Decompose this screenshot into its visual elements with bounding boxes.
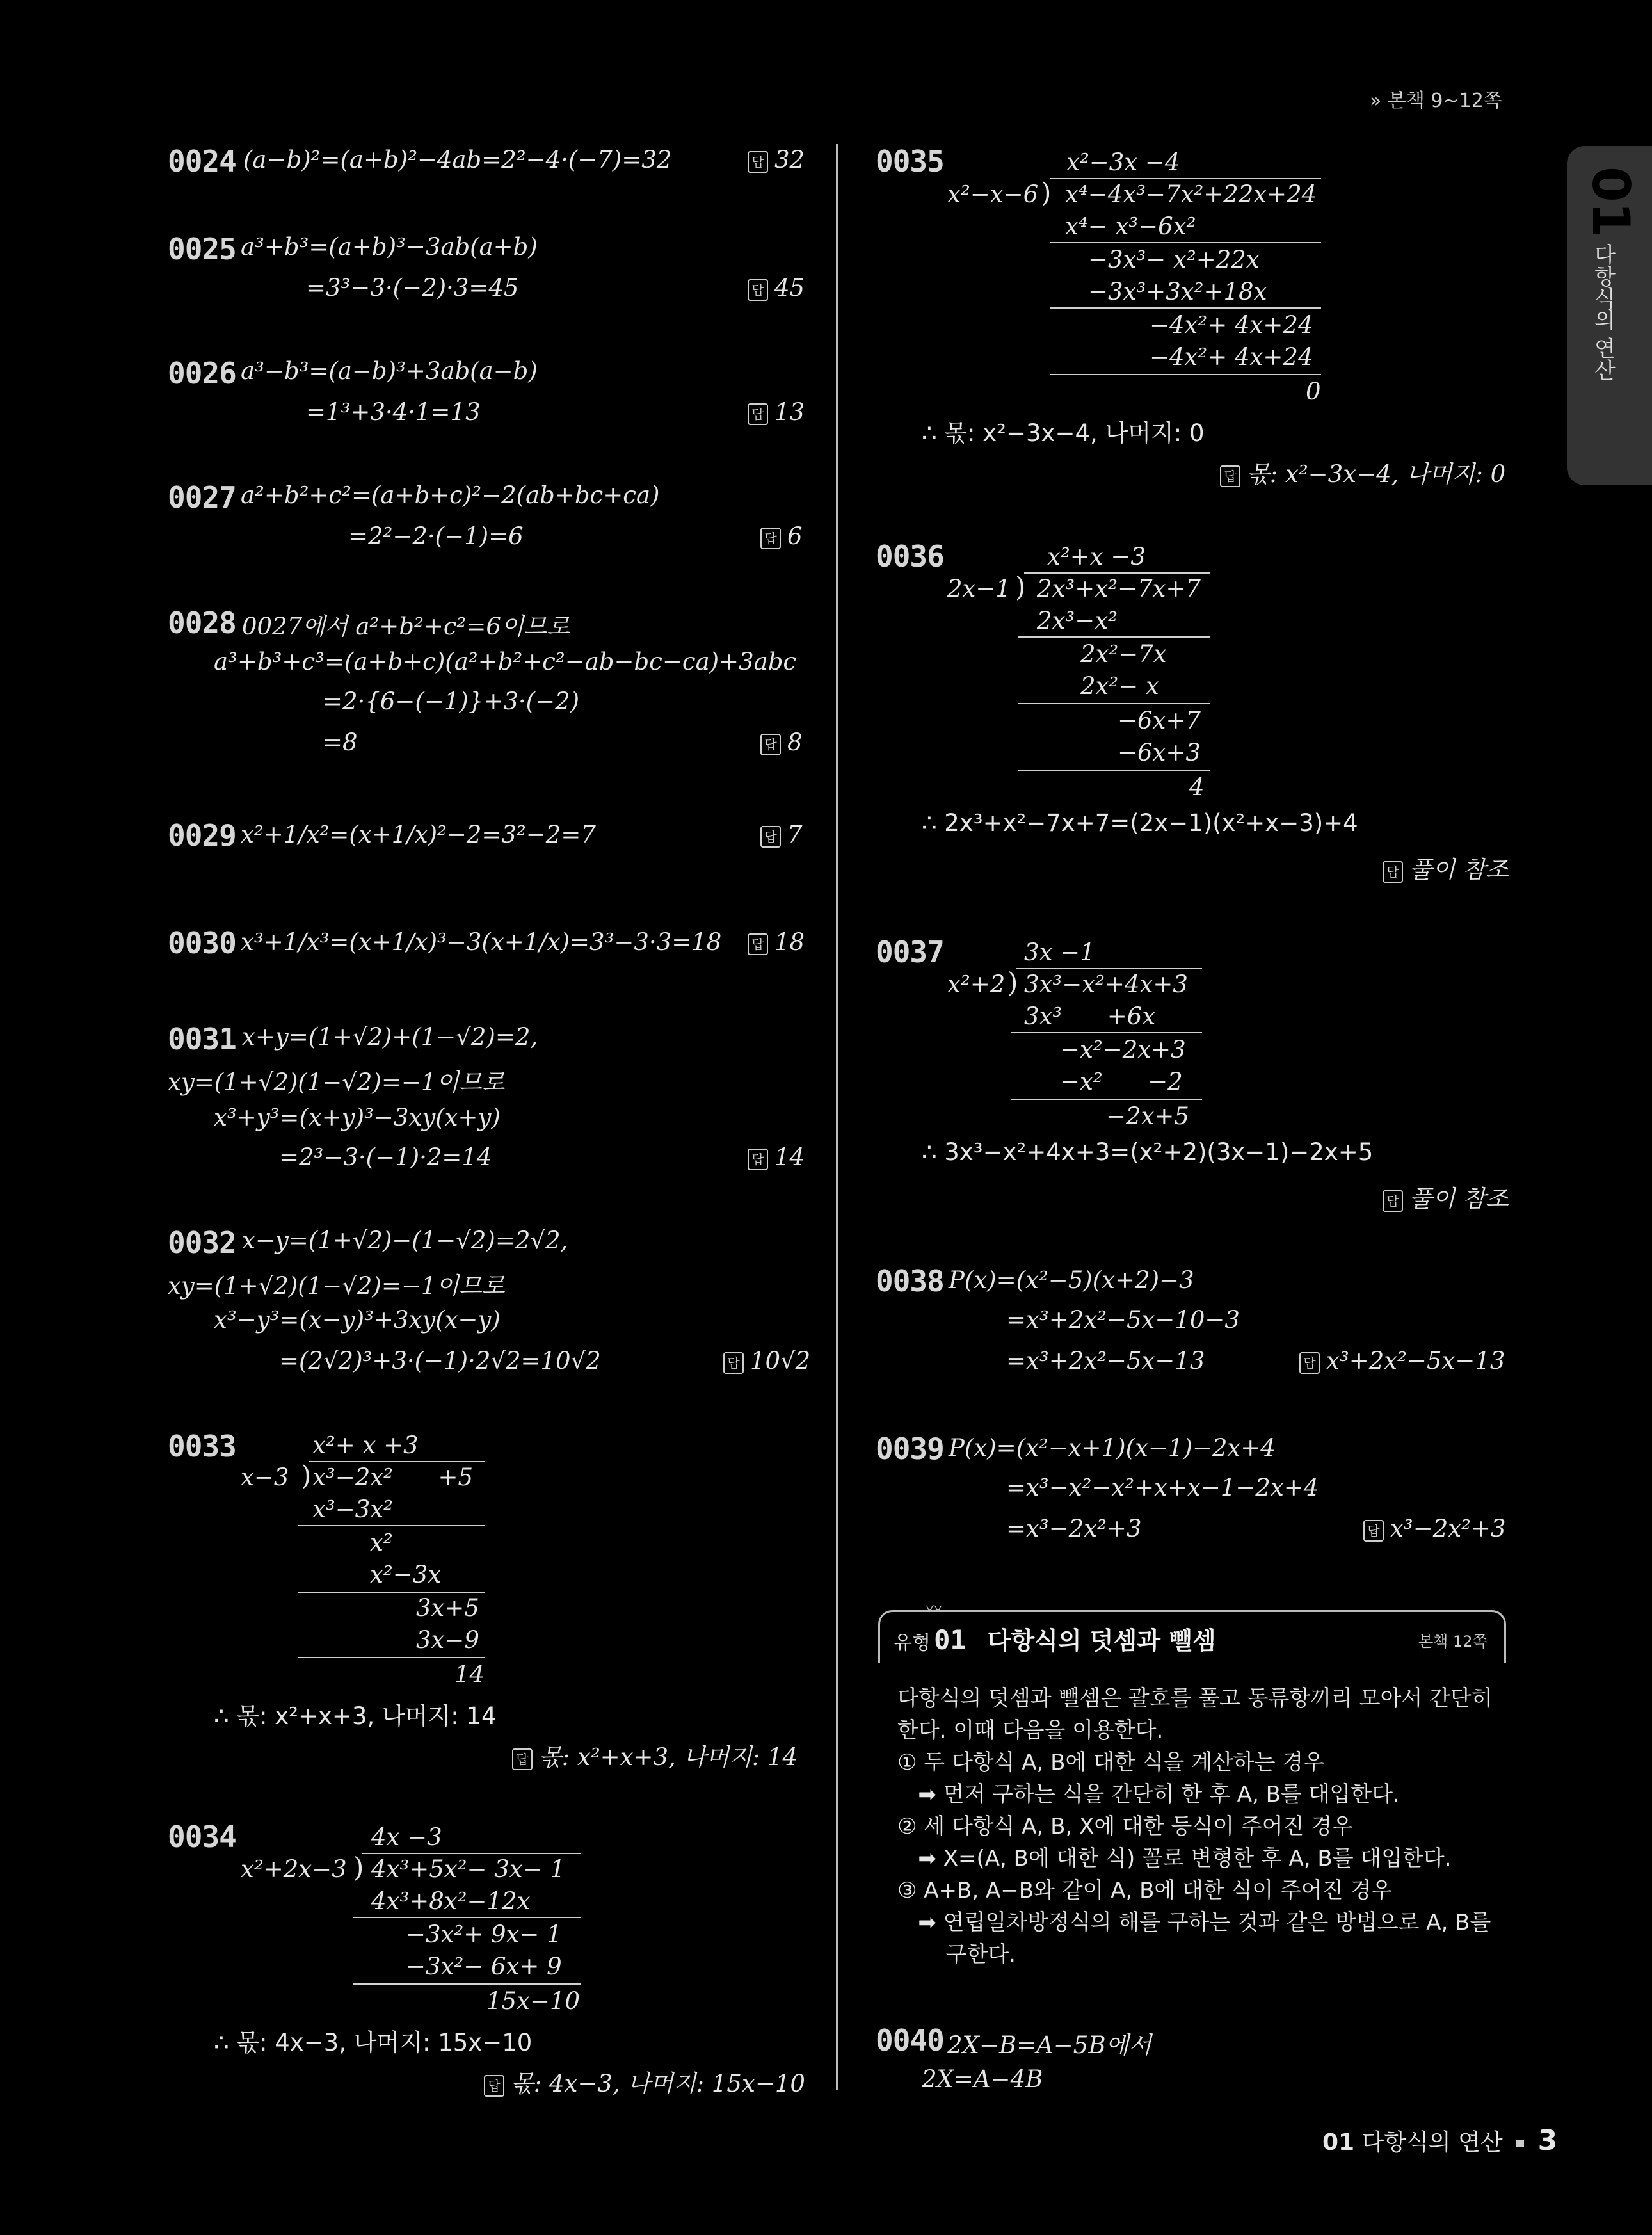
- division-step: −4x²+ 4x+24: [1150, 343, 1313, 371]
- answer-mark-icon: 답: [512, 1748, 533, 1770]
- division-rule: [1050, 307, 1321, 309]
- solution-line: xy=(1+√2)(1−√2)=−1이므로: [168, 1069, 505, 1096]
- answer: 답 14: [748, 1143, 805, 1171]
- solution-line: =x³−2x²+3: [1006, 1515, 1142, 1542]
- description-line: ② 세 다항식 A, B, X에 대한 등식이 주어진 경우: [897, 1814, 1353, 1839]
- answer-mark-icon: 답: [748, 279, 768, 301]
- division-rule: [1011, 1032, 1202, 1033]
- chapter-tab-title: 다항식의 연산: [1590, 243, 1616, 381]
- division-bar: [309, 1461, 485, 1462]
- problem-number: 0028: [168, 606, 236, 640]
- description-line: 한다. 이때 다음을 이용한다.: [897, 1718, 1164, 1743]
- division-step: 2x³−x²: [1037, 607, 1118, 634]
- answer-mark-icon: 답: [1220, 465, 1240, 487]
- solution-line: =1³+3·4·1=13: [306, 398, 481, 426]
- division-step: 3x³ +6x: [1024, 1003, 1156, 1030]
- type-reference: 본책 12쪽: [1418, 1633, 1488, 1650]
- answer-mark-icon: 답: [1363, 1520, 1384, 1542]
- solution-line: x−y=(1+√2)−(1−√2)=2√2,: [242, 1227, 568, 1254]
- answer-mark-icon: 답: [1383, 861, 1403, 883]
- division-step: x²: [370, 1529, 393, 1556]
- division-rule: [1018, 636, 1210, 638]
- answer: 답 풀이 참조: [1383, 850, 1509, 885]
- type-description: [897, 1682, 1493, 1971]
- division-remainder: −2x+5: [1106, 1102, 1189, 1130]
- division-step: 3x−9: [416, 1626, 479, 1654]
- division-rule: [353, 1917, 581, 1918]
- problem-number: 0036: [876, 539, 944, 574]
- answer-mark-icon: 답: [1383, 1190, 1403, 1212]
- division-remainder: 14: [454, 1661, 485, 1688]
- division-bracket-icon: ): [353, 1852, 364, 1883]
- answer-mark-icon: 답: [1299, 1352, 1320, 1374]
- solution-line: (a−b)²=(a+b)²−4ab=2²−4·(−7)=32: [243, 146, 672, 173]
- division-bracket-icon: ): [301, 1460, 312, 1491]
- division-bar: [1024, 572, 1210, 574]
- solution-line: a²+b²+c²=(a+b+c)²−2(ab+bc+ca): [241, 481, 660, 509]
- division-step: −3x²+ 9x− 1: [406, 1921, 562, 1948]
- problem-number: 0033: [168, 1429, 236, 1464]
- division-step: −6x+3: [1118, 739, 1201, 766]
- problem-number: 0040: [876, 2023, 944, 2058]
- solution-line: xy=(1+√2)(1−√2)=−1이므로: [168, 1272, 505, 1300]
- answer: 답 x³−2x²+3: [1363, 1515, 1505, 1542]
- double-chevron-icon: »: [1370, 90, 1382, 112]
- division-dividend: 4x³+5x²− 3x− 1: [371, 1855, 565, 1883]
- solution-line: =2²−2·(−1)=6: [348, 522, 524, 550]
- solution-line: =(2√2)³+3·(−1)·2√2=10√2: [279, 1347, 601, 1375]
- division-step: −6x+7: [1118, 707, 1201, 734]
- solution-line: x³+1/x³=(x+1/x)³−3(x+1/x)=3³−3·3=18: [241, 928, 722, 956]
- division-step: −3x³− x²+22x: [1088, 246, 1260, 273]
- division-step: 3x+5: [416, 1594, 479, 1622]
- division-bracket-icon: ): [1007, 967, 1018, 998]
- division-bar: [1016, 968, 1202, 969]
- division-dividend: 2x³+x²−7x+7: [1037, 575, 1201, 602]
- description-line: ③ A+B, A−B와 같이 A, B에 대한 식이 주어진 경우: [897, 1878, 1393, 1903]
- solution-line: a³+b³+c³=(a+b+c)(a²+b²+c²−ab−bc−ca)+3abc: [214, 648, 797, 675]
- division-quotient: x²+x −3: [1047, 543, 1146, 570]
- solution-line: ∴ 3x³−x²+4x+3=(x²+2)(3x−1)−2x+5: [922, 1138, 1374, 1166]
- division-step: −3x²− 6x+ 9: [406, 1953, 562, 1980]
- solution-line: ∴ 몫: x²−3x−4, 나머지: 0: [922, 419, 1205, 447]
- problem-number: 0031: [168, 1022, 236, 1056]
- solution-line: =x³−x²−x²+x+x−1−2x+4: [1006, 1474, 1319, 1501]
- page-footer: [1322, 2124, 1557, 2157]
- answer: 답 몫: x²−3x−4, 나머지: 0: [1220, 455, 1505, 489]
- zigzag-decoration-icon: 〰: [926, 1599, 943, 1618]
- description-line: 구한다.: [897, 1942, 1016, 1967]
- division-dividend: 3x³−x²+4x+3: [1024, 971, 1188, 998]
- problem-number: 0030: [168, 926, 236, 960]
- division-remainder: 15x−10: [486, 1987, 581, 2015]
- page-reference: » 본책 9~12쪽: [1370, 90, 1502, 112]
- division-step: −x²−2x+3: [1060, 1036, 1186, 1063]
- solution-line: x³+y³=(x+y)³−3xy(x+y): [214, 1104, 501, 1131]
- answer-mark-icon: 답: [748, 933, 768, 955]
- problem-number: 0032: [168, 1225, 236, 1260]
- solution-line: ∴ 몫: 4x−3, 나머지: 15x−10: [214, 2029, 533, 2056]
- division-rule: [1050, 374, 1321, 375]
- division-rule: [298, 1592, 485, 1593]
- solution-line: ∴ 몫: x²+x+3, 나머지: 14: [214, 1702, 497, 1730]
- division-step: 4x³+8x²−12x: [371, 1887, 531, 1915]
- division-rule: [298, 1657, 485, 1658]
- type-label: 유형: [894, 1632, 931, 1654]
- division-step: 2x²− x: [1080, 672, 1159, 700]
- description-line: ➡ 먼저 구하는 식을 간단히 한 후 A, B를 대입한다.: [897, 1782, 1400, 1807]
- division-step: x³−3x²: [312, 1496, 393, 1523]
- answer-mark-icon: 답: [748, 151, 768, 173]
- solution-line: =x³+2x²−5x−10−3: [1006, 1306, 1240, 1334]
- division-step: −4x²+ 4x+24: [1150, 311, 1313, 339]
- description-line: 다항식의 덧셈과 뺄셈은 괄호를 풀고 동류항끼리 모아서 간단히: [897, 1686, 1493, 1711]
- solution-line: 2X−B=A−5B에서: [947, 2031, 1152, 2059]
- answer: 답 7: [760, 821, 803, 848]
- division-bracket-icon: ): [1041, 177, 1052, 208]
- answer-mark-icon: 답: [760, 528, 781, 549]
- division-remainder: 0: [1306, 378, 1321, 405]
- problem-number: 0026: [168, 356, 236, 391]
- description-line: ① 두 다항식 A, B에 대한 식을 계산하는 경우: [897, 1750, 1324, 1775]
- answer: 답 8: [760, 729, 803, 756]
- problem-number: 0038: [876, 1264, 944, 1298]
- chapter-tab-number: 01: [1581, 166, 1640, 238]
- description-line: ➡ X=(A, B에 대한 식) 꼴로 변형한 후 A, B를 대입한다.: [897, 1846, 1452, 1871]
- answer: 답 6: [760, 522, 803, 550]
- division-bar: [362, 1853, 581, 1854]
- answer-mark-icon: 답: [760, 826, 781, 848]
- solution-line: a³+b³=(a+b)³−3ab(a+b): [241, 233, 538, 261]
- answer: 답 45: [748, 274, 805, 302]
- type-title: 다항식의 덧셈과 뺄셈: [987, 1627, 1216, 1655]
- division-rule: [353, 1983, 581, 1985]
- answer: 답 10√2: [723, 1347, 810, 1375]
- answer: 답 풀이 참조: [1383, 1179, 1509, 1214]
- problem-number: 0029: [168, 818, 236, 853]
- solution-line: =2·{6−(−1)}+3·(−2): [323, 688, 580, 715]
- problem-number: 0025: [168, 232, 236, 266]
- type-heading: [894, 1621, 1216, 1656]
- solution-line: P(x)=(x²−5)(x+2)−3: [949, 1266, 1194, 1294]
- division-quotient: x²−3x −4: [1066, 149, 1180, 176]
- solution-line: =x³+2x²−5x−13: [1006, 1347, 1205, 1375]
- answer: 답 32: [748, 146, 805, 173]
- answer: 답 13: [748, 398, 805, 426]
- division-bar: [1050, 178, 1321, 179]
- solution-line: a³−b³=(a−b)³+3ab(a−b): [241, 357, 538, 385]
- division-step: −x² −2: [1060, 1068, 1183, 1095]
- answer: 답 18: [748, 928, 805, 956]
- square-bullet-icon: [1516, 2140, 1524, 2147]
- answer-mark-icon: 답: [723, 1352, 744, 1374]
- division-divisor: 2x−1: [947, 575, 1011, 602]
- division-dividend: x⁴−4x³−7x²+22x+24: [1065, 181, 1317, 208]
- division-divisor: x²+2: [947, 971, 1006, 998]
- problem-number: 0027: [168, 480, 236, 515]
- division-bracket-icon: ): [1015, 571, 1026, 602]
- answer: 답 몫: x²+x+3, 나머지: 14: [512, 1738, 798, 1772]
- answer: 답 x³+2x²−5x−13: [1299, 1347, 1505, 1375]
- division-step: x⁴− x³−6x²: [1065, 213, 1196, 240]
- solution-line: x²+1/x²=(x+1/x)²−2=3²−2=7: [241, 821, 596, 848]
- division-step: 2x²−7x: [1080, 640, 1167, 668]
- division-divisor: x²−x−6: [947, 181, 1039, 208]
- division-quotient: x²+ x +3: [312, 1432, 419, 1459]
- solution-line: 2X=A−4B: [922, 2065, 1043, 2093]
- description-line: ➡ 연립일차방정식의 해를 구하는 것과 같은 방법으로 A, B를: [897, 1910, 1491, 1935]
- division-step: x²−3x: [370, 1561, 442, 1588]
- solution-line: 0027에서 a²+b²+c²=6이므로: [242, 613, 570, 640]
- footer-chapter-title: 다항식의 연산: [1361, 2129, 1503, 2156]
- column-divider: [836, 144, 838, 2090]
- division-rule: [298, 1525, 485, 1526]
- division-divisor: x²+2x−3: [241, 1855, 347, 1883]
- division-rule: [1050, 242, 1321, 243]
- division-step: −3x³+3x²+18x: [1088, 278, 1267, 305]
- answer-mark-icon: 답: [760, 734, 781, 755]
- solution-line: =3³−3·(−2)·3=45: [306, 274, 519, 302]
- problem-number: 0037: [876, 935, 944, 969]
- problem-number: 0034: [168, 1819, 236, 1854]
- problem-number: 0035: [876, 144, 944, 179]
- solution-line: x³−y³=(x−y)³+3xy(x−y): [214, 1306, 501, 1334]
- division-quotient: 3x −1: [1024, 939, 1095, 966]
- solution-line: P(x)=(x²−x+1)(x−1)−2x+4: [949, 1434, 1276, 1462]
- problem-number: 0024: [168, 144, 236, 179]
- page-number: 3: [1537, 2124, 1558, 2157]
- division-rule: [1018, 703, 1210, 704]
- division-rule: [1018, 770, 1210, 771]
- division-rule: [1011, 1099, 1202, 1100]
- solution-line: ∴ 2x³+x²−7x+7=(2x−1)(x²+x−3)+4: [922, 809, 1358, 837]
- solution-line: =8: [323, 729, 358, 756]
- division-quotient: 4x −3: [371, 1823, 442, 1851]
- division-dividend: x³−2x² +5: [312, 1464, 474, 1491]
- answer-mark-icon: 답: [748, 1149, 768, 1170]
- division-remainder: 4: [1189, 773, 1205, 801]
- answer-mark-icon: 답: [484, 2075, 504, 2097]
- type-number: 01: [934, 1624, 966, 1656]
- problem-number: 0039: [876, 1432, 944, 1466]
- answer-mark-icon: 답: [748, 403, 768, 425]
- answer: 답 몫: 4x−3, 나머지: 15x−10: [484, 2064, 805, 2099]
- footer-chapter-number: 01: [1322, 2129, 1355, 2156]
- solution-line: =2³−3·(−1)·2=14: [279, 1143, 492, 1171]
- solution-line: x+y=(1+√2)+(1−√2)=2,: [242, 1023, 538, 1051]
- division-divisor: x−3: [241, 1464, 289, 1491]
